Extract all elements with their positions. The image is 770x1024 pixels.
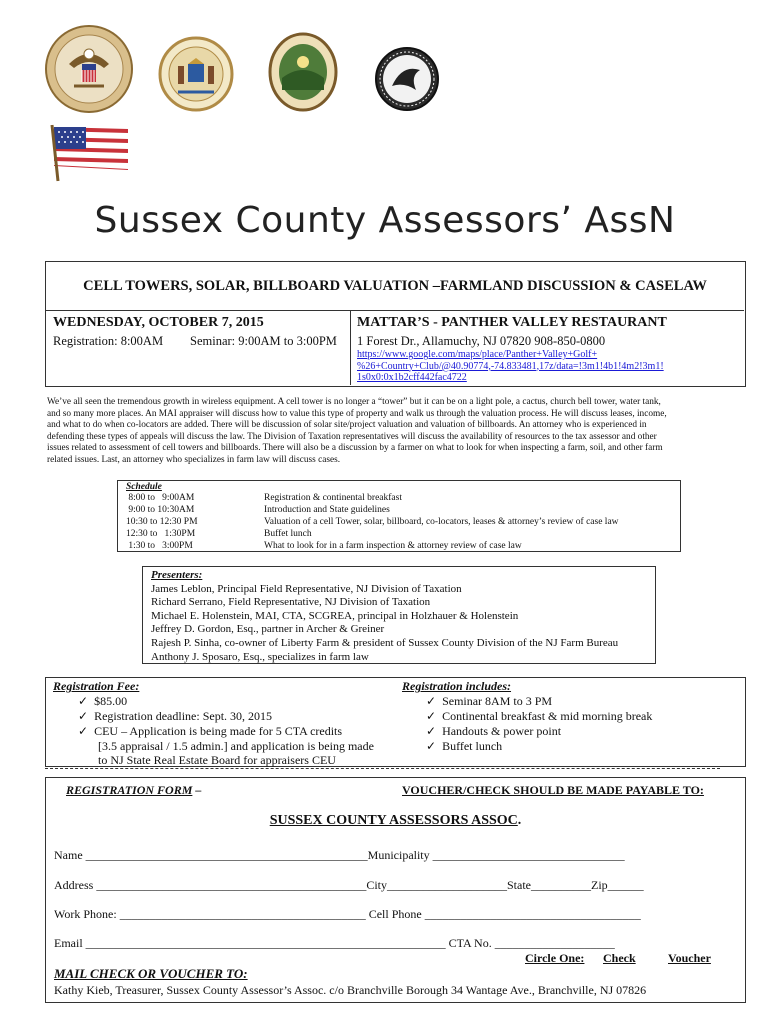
schedule-time: 12:30 to 1:30PM xyxy=(126,529,196,539)
presenters-heading: Presenters: xyxy=(151,569,203,581)
schedule-desc: Registration & continental breakfast xyxy=(264,493,402,503)
sussex-county-seal-icon xyxy=(268,32,338,112)
map-link-line[interactable]: %26+Country+Club/@40.90774,-74.833481,17z/data=!3m1!4b1!4m2!3m1! xyxy=(357,360,664,372)
description-line: We’ve all seen the tremendous growth in wireless equipment. A cell tower is no longer a “tower” but it can be on a light pole, a cactus, church bell tower, water tank, xyxy=(47,397,661,407)
seminar-time: Seminar: 9:00AM to 3:00PM xyxy=(190,334,337,348)
includes-item-text: Buffet lunch xyxy=(442,739,503,753)
org-name-text: SUSSEX COUNTY ASSESSORS ASSOC xyxy=(269,813,518,828)
registration-fee-box xyxy=(45,677,746,767)
schedule-box xyxy=(117,480,681,552)
schedule-heading: Schedule xyxy=(126,482,162,492)
event-divider xyxy=(46,310,744,311)
check-option[interactable]: Check xyxy=(603,951,636,965)
presenter-name: Richard Serrano, Field Representative, NJ Division of Taxation xyxy=(151,596,431,609)
fee-item-text: Registration deadline: Sept. 30, 2015 xyxy=(94,709,273,723)
venue-name: MATTAR’S - PANTHER VALLEY RESTAURANT xyxy=(357,315,667,330)
circle-one-label: Circle One: xyxy=(525,951,585,965)
checkmark-icon: ✓ xyxy=(426,739,437,753)
event-date: WEDNESDAY, OCTOBER 7, 2015 xyxy=(53,315,264,330)
org-name-period: . xyxy=(517,813,522,828)
fee-item xyxy=(78,709,272,724)
description-line: issues related to assessment of cell towers and billboards. There will also be a discussion by a farmer on what to look for when inspecting a farm, soil, and other farm xyxy=(47,443,663,454)
description-line: and what to do when co-locators are added. There will be discussion of solar site/project valuation and valuation of billboards. An attorney who is experienced in xyxy=(47,420,647,431)
form-heading-dash: – xyxy=(192,783,202,797)
includes-heading: Registration includes: xyxy=(402,679,512,693)
presenter-name: Jeffrey D. Gordon, Esq., partner in Archer & Greiner xyxy=(151,623,385,636)
checkmark-icon: ✓ xyxy=(426,724,437,738)
great-seal-us-icon xyxy=(44,24,134,114)
address-field[interactable]: Address _____________________________________________City____________________State__________Zip______ xyxy=(54,878,644,892)
org-name xyxy=(46,813,745,829)
form-heading-text: REGISTRATION FORM xyxy=(66,783,193,797)
schedule-desc: Buffet lunch xyxy=(264,529,312,539)
schedule-desc: What to look for in a farm inspection & attorney review of case law xyxy=(264,541,522,551)
event-column-divider xyxy=(350,310,351,385)
includes-item xyxy=(426,694,552,709)
presenter-name: Michael E. Holenstein, MAI, CTA, SCGREA, principal in Holzhauer & Holenstein xyxy=(151,609,519,622)
american-flag-icon xyxy=(48,123,134,183)
fee-item-continued: [3.5 appraisal / 1.5 admin.] and application is being made xyxy=(98,739,374,753)
schedule-desc: Introduction and State guidelines xyxy=(264,505,390,515)
includes-item xyxy=(426,739,502,754)
fee-heading: Registration Fee: xyxy=(53,679,140,693)
includes-item-text: Handouts & power point xyxy=(442,724,562,738)
schedule-time: 1:30 to 3:00PM xyxy=(126,541,193,551)
schedule-row xyxy=(118,505,680,517)
fee-item-text: $85.00 xyxy=(94,694,128,708)
county-emblem-icon xyxy=(374,46,440,112)
presenter-name: Rajesh P. Sinha, co-owner of Liberty Farm & president of Sussex County Division of the NJ Farm Bureau xyxy=(151,636,619,649)
schedule-row xyxy=(118,517,680,529)
includes-item xyxy=(426,709,652,724)
checkmark-icon: ✓ xyxy=(78,694,89,708)
schedule-row xyxy=(118,493,680,505)
name-field[interactable]: Name _______________________________________________Municipality ________________________________ xyxy=(54,848,625,862)
schedule-time: 10:30 to 12:30 PM xyxy=(126,517,198,527)
cut-line xyxy=(45,768,720,769)
event-headline: CELL TOWERS, SOLAR, BILLBOARD VALUATION –FARMLAND DISCUSSION & CASELAW xyxy=(83,278,707,294)
schedule-row xyxy=(118,541,680,553)
new-jersey-seal-icon xyxy=(158,36,234,112)
schedule-time: 9:00 to 10:30AM xyxy=(126,505,195,515)
fee-item xyxy=(78,694,127,709)
registration-time: Registration: 8:00AM xyxy=(53,334,164,348)
includes-item-text: Continental breakfast & mid morning break xyxy=(442,709,653,723)
schedule-time: 8:00 to 9:00AM xyxy=(126,493,195,503)
checkmark-icon: ✓ xyxy=(426,694,437,708)
email-field[interactable]: Email ____________________________________________________________ CTA No. ____________________ xyxy=(54,936,615,950)
checkmark-icon: ✓ xyxy=(78,724,89,738)
venue-address: 1 Forest Dr., Allamuchy, NJ 07820 908-850-0800 xyxy=(357,334,606,348)
schedule-row xyxy=(118,529,680,541)
presenter-name: Anthony J. Sposaro, Esq., specializes in farm law xyxy=(151,650,369,663)
schedule-desc: Valuation of a cell Tower, solar, billboard, co-locators, leases & attorney’s review of case law xyxy=(264,517,619,527)
venue-map-link[interactable] xyxy=(357,349,742,384)
description-line: related issues. Last, an attorney who specializes in farm law will discuss cases. xyxy=(47,454,341,465)
mail-heading: MAIL CHECK OR VOUCHER TO: xyxy=(54,966,248,981)
voucher-option[interactable]: Voucher xyxy=(668,951,711,965)
includes-item xyxy=(426,724,561,739)
includes-item-text: Seminar 8AM to 3 PM xyxy=(442,694,553,708)
page-title: Sussex County Assessors’ AssN xyxy=(94,200,676,241)
description-line: and so many more places. An MAI appraiser will discuss how to value this type of property and walk us through the valuation process. He will discuss leases, income, xyxy=(47,408,667,419)
checkmark-icon: ✓ xyxy=(426,709,437,723)
event-description xyxy=(47,397,727,467)
map-link-line[interactable]: 1s0x0:0x1b2cff442fac4722 xyxy=(357,372,467,383)
payable-to-label: VOUCHER/CHECK SHOULD BE MADE PAYABLE TO: xyxy=(402,783,704,797)
registration-form xyxy=(45,777,746,1003)
fee-item xyxy=(78,724,342,739)
presenter-name: James Leblon, Principal Field Representative, NJ Division of Taxation xyxy=(151,582,462,595)
checkmark-icon: ✓ xyxy=(78,709,89,723)
fee-item-text: CEU – Application is being made for 5 CTA credits xyxy=(94,724,343,738)
presenters-box xyxy=(142,566,656,664)
fee-item-continued: to NJ State Real Estate Board for appraisers CEU xyxy=(98,753,336,767)
description-line: defending these types of appeals will discuss the law. The Division of Taxation representatives will discuss the availability of resources to the tax assessor and other xyxy=(47,431,657,442)
map-link-line[interactable]: https://www.google.com/maps/place/Panther+Valley+Golf+ xyxy=(357,349,598,360)
phone-field[interactable]: Work Phone: _________________________________________ Cell Phone ____________________________________ xyxy=(54,907,641,921)
form-heading xyxy=(66,783,201,798)
mail-address: Kathy Kieb, Treasurer, Sussex County Assessor’s Assoc. c/o Branchville Borough 34 Wantage Ave., Branchville, NJ 07826 xyxy=(54,983,647,997)
